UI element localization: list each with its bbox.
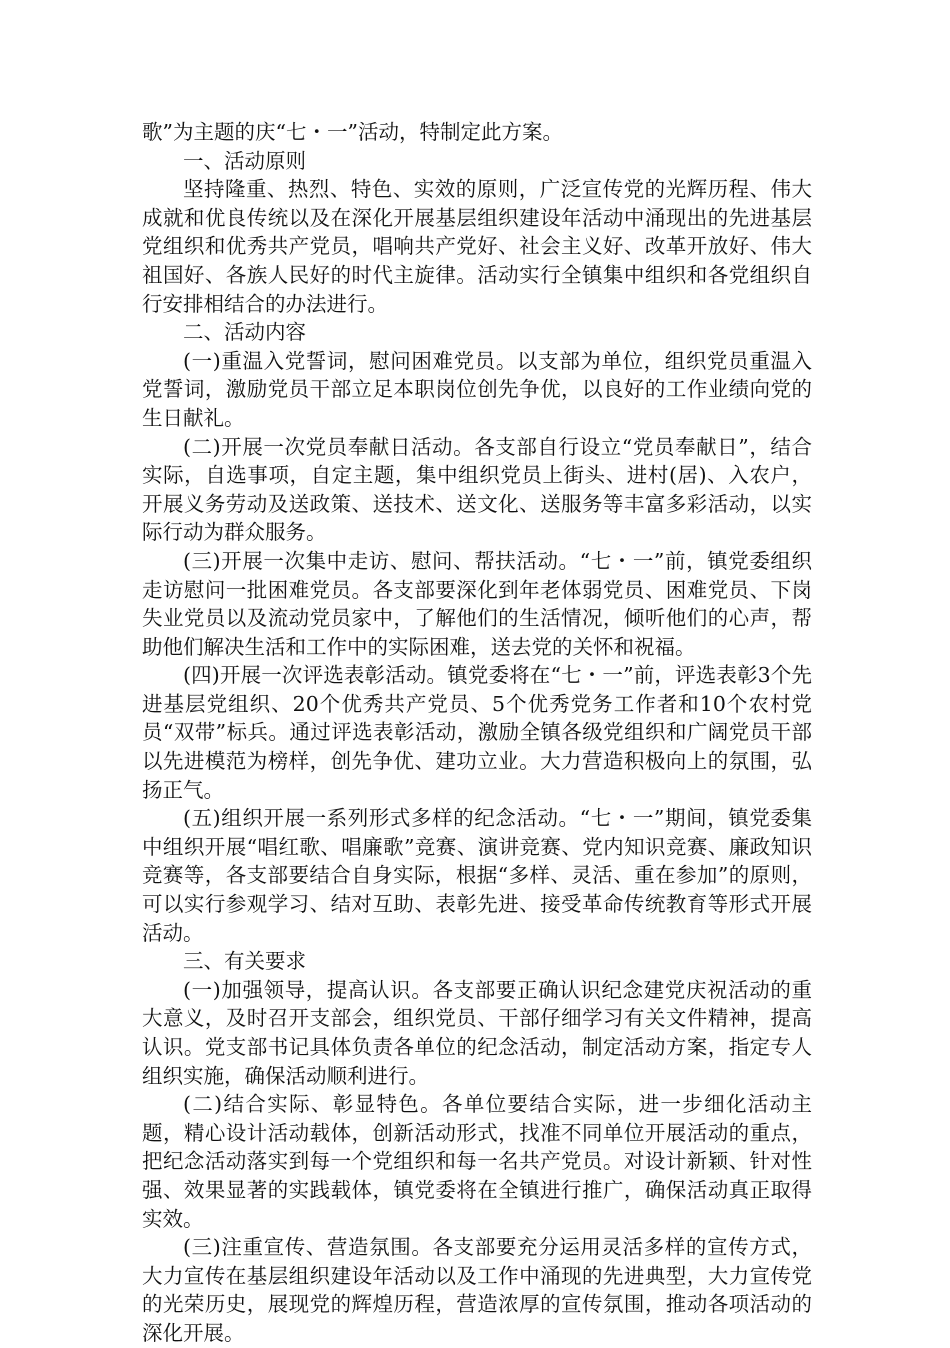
paragraph: (四)开展一次评选表彰活动。镇党委将在“七・一”前，评选表彰3个先进基层党组织、20个优秀共产党员、5个优秀党务工作者和10个农村党员“双带”标兵。通过评选表彰活动，激励全镇各级党组织和广阔党员干部以先进模范为榜样，创先争优、建功立业。大力营造积极向上的氛围，弘扬正气。 — [142, 663, 812, 802]
paragraph: (三)开展一次集中走访、慰问、帮扶活动。“七・一”前，镇党委组织走访慰问一批困难党员。各支部要深化到年老体弱党员、困难党员、下岗失业党员以及流动党员家中，了解他们的生活情况，倾听他们的心声，帮助他们解决生活和工作中的实际困难，送去党的关怀和祝福。 — [142, 548, 812, 659]
intro-line: 歌”为主题的庆“七・一”活动，特制定此方案。 — [142, 120, 563, 144]
paragraph: 坚持隆重、热烈、特色、实效的原则，广泛宣传党的光辉历程、伟大成就和优良传统以及在深化开展基层组织建设年活动中涌现出的先进基层党组织和优秀共产党员，唱响共产党好、社会主义好、改革开放好、伟大祖国好、各族人民好的时代主旋律。活动实行全镇集中组织和各党组织自行安排相结合的办法进行。 — [142, 177, 812, 316]
paragraph: (一)重温入党誓词，慰问困难党员。以支部为单位，组织党员重温入党誓词，激励党员干部立足本职岗位创先争优，以良好的工作业绩向党的生日献礼。 — [142, 348, 812, 430]
document-page — [142, 118, 812, 1348]
section-heading-requirements: 三、有关要求 — [183, 949, 306, 974]
section-heading-principles: 一、活动原则 — [183, 148, 306, 173]
paragraph: (三)注重宣传、营造氛围。各支部要充分运用灵活多样的宣传方式，大力宣传在基层组织建设年活动以及工作中涌现的先进典型，大力宣传党的光荣历史，展现党的辉煌历程，营造浓厚的宣传氛围，推动各项活动的深化开展。 — [142, 1235, 812, 1345]
paragraph: (一)加强领导，提高认识。各支部要正确认识纪念建党庆祝活动的重大意义，及时召开支部会，组织党员、干部仔细学习有关文件精神，提高认识。党支部书记具体负责各单位的纪念活动，制定活动方案，指定专人组织实施，确保活动顺利进行。 — [142, 977, 812, 1088]
paragraph: (五)组织开展一系列形式多样的纪念活动。“七・一”期间，镇党委集中组织开展“唱红歌、唱廉歌”竞赛、演讲竞赛、党内知识竞赛、廉政知识竞赛等，各支部要结合自身实际，根据“多样、灵活、重在参加”的原则，可以实行参观学习、结对互助、表彰先进、接受革命传统教育等形式开展活动。 — [142, 806, 812, 945]
paragraph: (二)开展一次党员奉献日活动。各支部自行设立“党员奉献日”，结合实际，自选事项，自定主题，集中组织党员上街头、进村(居)、入农户，开展义务劳动及送政策、送技术、送文化、送服务等丰富多彩活动，以实际行动为群众服务。 — [142, 434, 812, 545]
paragraph: (二)结合实际、彰显特色。各单位要结合实际，进一步细化活动主题，精心设计活动载体，创新活动形式，找准不同单位开展活动的重点，把纪念活动落实到每一个党组织和每一名共产党员。对设计新颖、针对性强、效果显著的实践载体，镇党委将在全镇进行推广，确保活动真正取得实效。 — [142, 1092, 812, 1231]
section-heading-content: 二、活动内容 — [183, 320, 306, 345]
